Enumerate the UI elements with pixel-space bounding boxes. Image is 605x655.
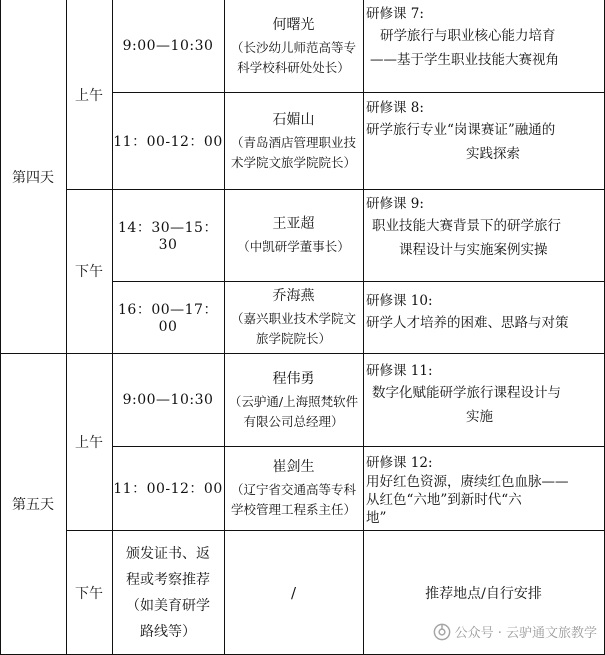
course-title-line: 实施 <box>466 409 493 425</box>
course-title-line: 实践探索 <box>466 146 520 162</box>
speaker-name: 石媚山 <box>272 111 315 128</box>
speaker-title: （嘉兴职业技术学院文旅学院院长） <box>230 311 356 346</box>
time-slot: 11：00-12：00 <box>113 133 223 150</box>
course-cell <box>363 4 604 92</box>
course-title-line: 用好红色资源，赓续红色血脉—— <box>366 474 569 490</box>
course-cell <box>363 194 604 280</box>
course-label: 研修课 10: <box>366 293 433 309</box>
speaker-name: 程伟勇 <box>272 370 315 387</box>
course-cell <box>363 98 604 188</box>
speaker-title: （中凯研学董事长） <box>237 239 350 254</box>
course-cell <box>363 291 604 351</box>
time-slot: 9:00—10:30 <box>122 38 214 54</box>
speaker-name: 乔海燕 <box>272 288 315 304</box>
speaker-title: （云驴通/上海照梵软件有限公司总经理） <box>228 393 359 429</box>
course-cell <box>363 453 604 529</box>
speaker-title: （辽宁省交通高等专科学校管理工程系主任） <box>230 482 356 517</box>
speaker-cell <box>224 281 363 353</box>
speaker-name: 何曙光 <box>272 17 315 33</box>
course-label: 研修课 11: <box>366 363 433 379</box>
speaker-title: （青岛酒店管理职业技术学院文旅学院院长） <box>230 134 356 170</box>
speaker-cell <box>224 446 363 530</box>
speaker-title: （长沙幼儿师范高等专科学校科研处处长） <box>230 40 356 75</box>
activity-cell: 颁发证书、返程或考察推荐（如美育研学路线等） <box>126 545 210 640</box>
period-label: 上午 <box>75 434 103 451</box>
period-label: 下午 <box>75 585 103 602</box>
watermark <box>433 622 597 641</box>
course-title-line: 数字化赋能研学旅行课程设计与 <box>372 385 561 401</box>
speaker-cell <box>224 92 363 189</box>
speaker-name: 王亚超 <box>272 216 315 232</box>
course-label: 研修课 12: <box>366 455 433 471</box>
course-title-line: 研学旅行与职业核心能力培育 <box>380 28 556 44</box>
day-label: 第五天 <box>12 497 54 513</box>
course-label: 研修课 9: <box>366 196 424 212</box>
course-title-line: 研学旅行专业“岗课赛证”融通的 <box>366 122 556 138</box>
course-title-line: 职业技能大赛背景下的研学旅行 <box>372 218 561 234</box>
speaker-placeholder: / <box>290 583 297 602</box>
time-slot: 16：00—17：00 <box>118 302 218 335</box>
course-label: 研修课 7: <box>366 6 424 22</box>
time-slot: 9:00—10:30 <box>122 391 214 408</box>
time-slot: 11：00-12：00 <box>113 481 223 497</box>
course-title-line: 课程设计与实施案例实操 <box>399 242 548 258</box>
watermark-text: 公众号 · 云驴通文旅教学 <box>454 626 597 641</box>
wechat-official-account-icon <box>433 623 451 641</box>
arrangement-cell: 推荐地点/自行安排 <box>425 585 542 602</box>
period-label: 上午 <box>75 87 103 104</box>
speaker-cell <box>224 189 363 281</box>
speaker-name: 崔剑生 <box>272 459 315 475</box>
course-title-line: ——基于学生职业技能大赛视角 <box>370 52 559 68</box>
speaker-cell <box>224 0 363 92</box>
course-cell <box>363 361 604 445</box>
speaker-cell <box>224 353 363 446</box>
day-label: 第四天 <box>12 169 54 186</box>
course-title-line: 研学人才培养的困难、思路与对策 <box>366 315 569 331</box>
course-label: 研修课 8: <box>366 100 424 116</box>
time-slot: 14：30—15：30 <box>118 220 218 253</box>
course-title-line: 地” <box>366 510 387 526</box>
period-label: 下午 <box>75 264 103 280</box>
course-title-line: 从红色“六地”到新时代“六 <box>366 492 522 508</box>
